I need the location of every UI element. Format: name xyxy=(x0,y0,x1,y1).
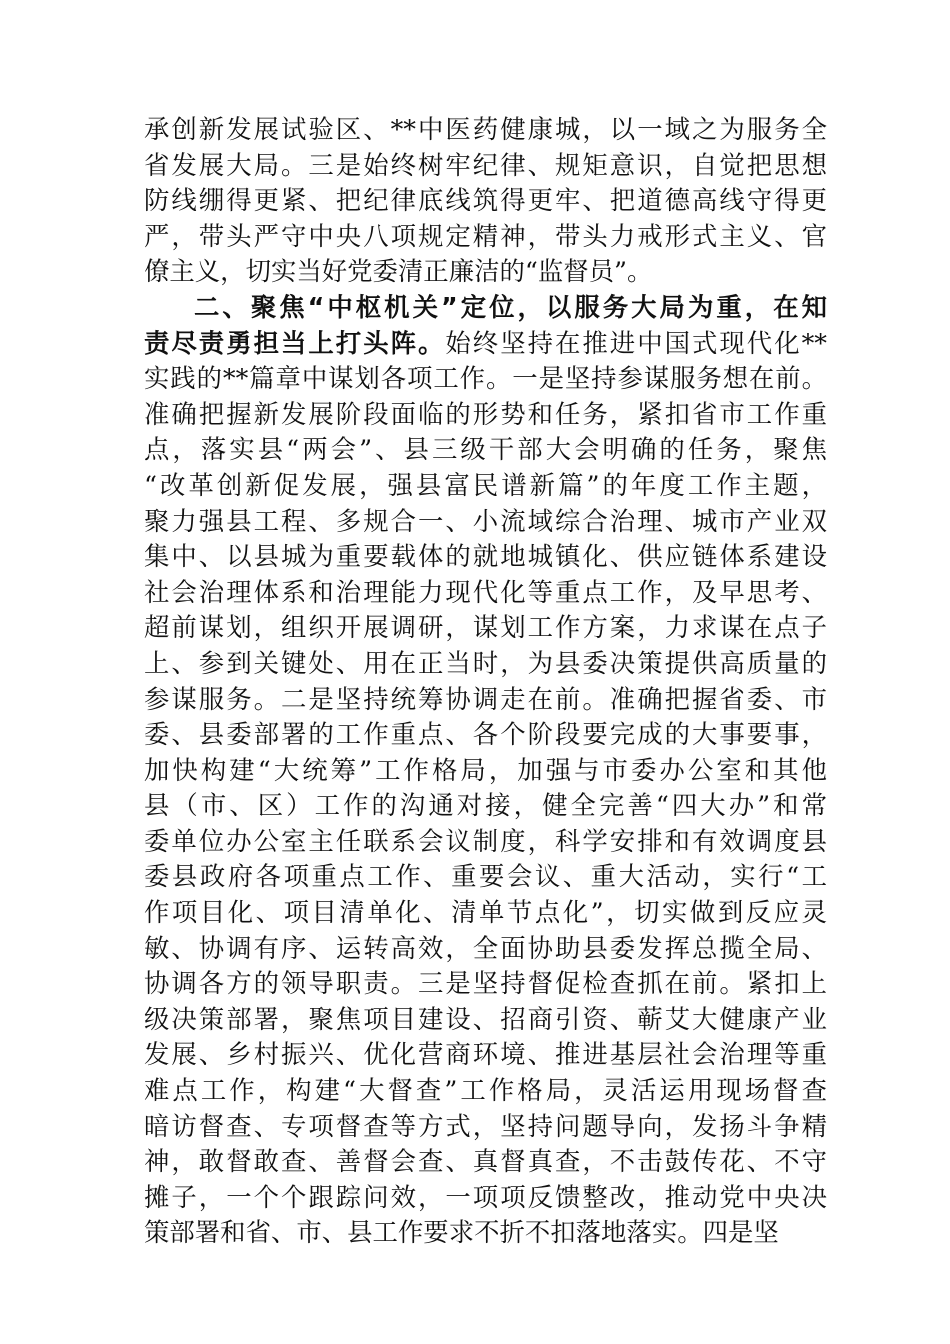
text-line: “改革创新促发展，强县富民谱新篇”的年度工作主题， xyxy=(144,469,827,500)
text-line: 协调各方的领导职责。三是坚持督促检查抓在前。紧扣上 xyxy=(144,968,827,999)
text-line: 敏、协调有序、运转高效，全面协助县委发挥总揽全局、 xyxy=(144,932,827,963)
text-line: 神，敢督敢查、善督会查、真督真查，不击鼓传花、不守 xyxy=(144,1146,827,1177)
text-line: 严，带头严守中央八项规定精神，带头力戒形式主义、官 xyxy=(144,220,827,251)
text-line: 县（市、区）工作的沟通对接，健全完善“四大办”和常 xyxy=(144,790,827,821)
text-line: 难点工作，构建“大督查”工作格局，灵活运用现场督查 xyxy=(144,1075,827,1106)
text-line: 委县政府各项重点工作、重要会议、重大活动，实行“工 xyxy=(144,861,827,892)
text-line xyxy=(144,326,827,362)
paragraph-1 xyxy=(144,112,827,290)
text-line: 实践的**篇章中谋划各项工作。一是坚持参谋服务想在前。 xyxy=(144,363,827,394)
text-line: 集中、以县城为重要载体的就地城镇化、供应链体系建设 xyxy=(144,541,827,572)
section-heading: 二、聚焦“中枢机关”定位，以服务大局为重，在知 xyxy=(194,291,827,322)
text-line: 委、县委部署的工作重点、各个阶段要完成的大事要事， xyxy=(144,719,827,750)
text-line: 防线绷得更紧、把纪律底线筑得更牢、把道德高线守得更 xyxy=(144,185,827,216)
text-line: 上、参到关键处、用在正当时，为县委决策提供高质量的 xyxy=(144,647,827,678)
text-line: 承创新发展试验区、**中医药健康城，以一域之为服务全 xyxy=(144,114,827,144)
text-line: 点，落实县“两会”、县三级干部大会明确的任务，聚焦 xyxy=(144,434,827,465)
text-line: 省发展大局。三是始终树牢纪律、规矩意识，自觉把思想 xyxy=(144,149,827,180)
text-line: 暗访督查、专项督查等方式，坚持问题导向，发扬斗争精 xyxy=(144,1110,827,1141)
text-line: 加快构建“大统筹”工作格局，加强与市委办公室和其他 xyxy=(144,754,827,785)
section-heading-continued: 责尽责勇担当上打头阵。 xyxy=(144,327,446,358)
text-line: 发展、乡村振兴、优化营商环境、推进基层社会治理等重 xyxy=(144,1039,827,1070)
text-line: 社会治理体系和治理能力现代化等重点工作，及早思考、 xyxy=(144,576,827,607)
text-line: 参谋服务。二是坚持统筹协调走在前。准确把握省委、市 xyxy=(144,683,827,714)
text-line: 作项目化、项目清单化、清单节点化”，切实做到反应灵 xyxy=(144,897,827,928)
text-line: 级决策部署，聚焦项目建设、招商引资、蕲艾大健康产业 xyxy=(144,1003,827,1034)
text-line: 委单位办公室主任联系会议制度，科学安排和有效调度县 xyxy=(144,825,827,856)
text-line: 摊子，一个个跟踪问效，一项项反馈整改，推动党中央决 xyxy=(144,1181,827,1212)
text-span: 始终坚持在推进中国式现代化** xyxy=(445,327,827,358)
text-line: 僚主义，切实当好党委清正廉洁的“监督员”。 xyxy=(144,256,653,287)
text-line: 策部署和省、市、县工作要求不折不扣落地落实。四是坚 xyxy=(144,1217,779,1248)
text-line: 超前谋划，组织开展调研，谋划工作方案，力求谋在点子 xyxy=(144,612,827,643)
text-line: 聚力强县工程、多规合一、小流域综合治理、城市产业双 xyxy=(144,505,827,536)
text-line: 准确把握新发展阶段面临的形势和任务，紧扣省市工作重 xyxy=(144,398,827,429)
document-page xyxy=(144,112,827,1251)
paragraph-2 xyxy=(144,290,827,1251)
